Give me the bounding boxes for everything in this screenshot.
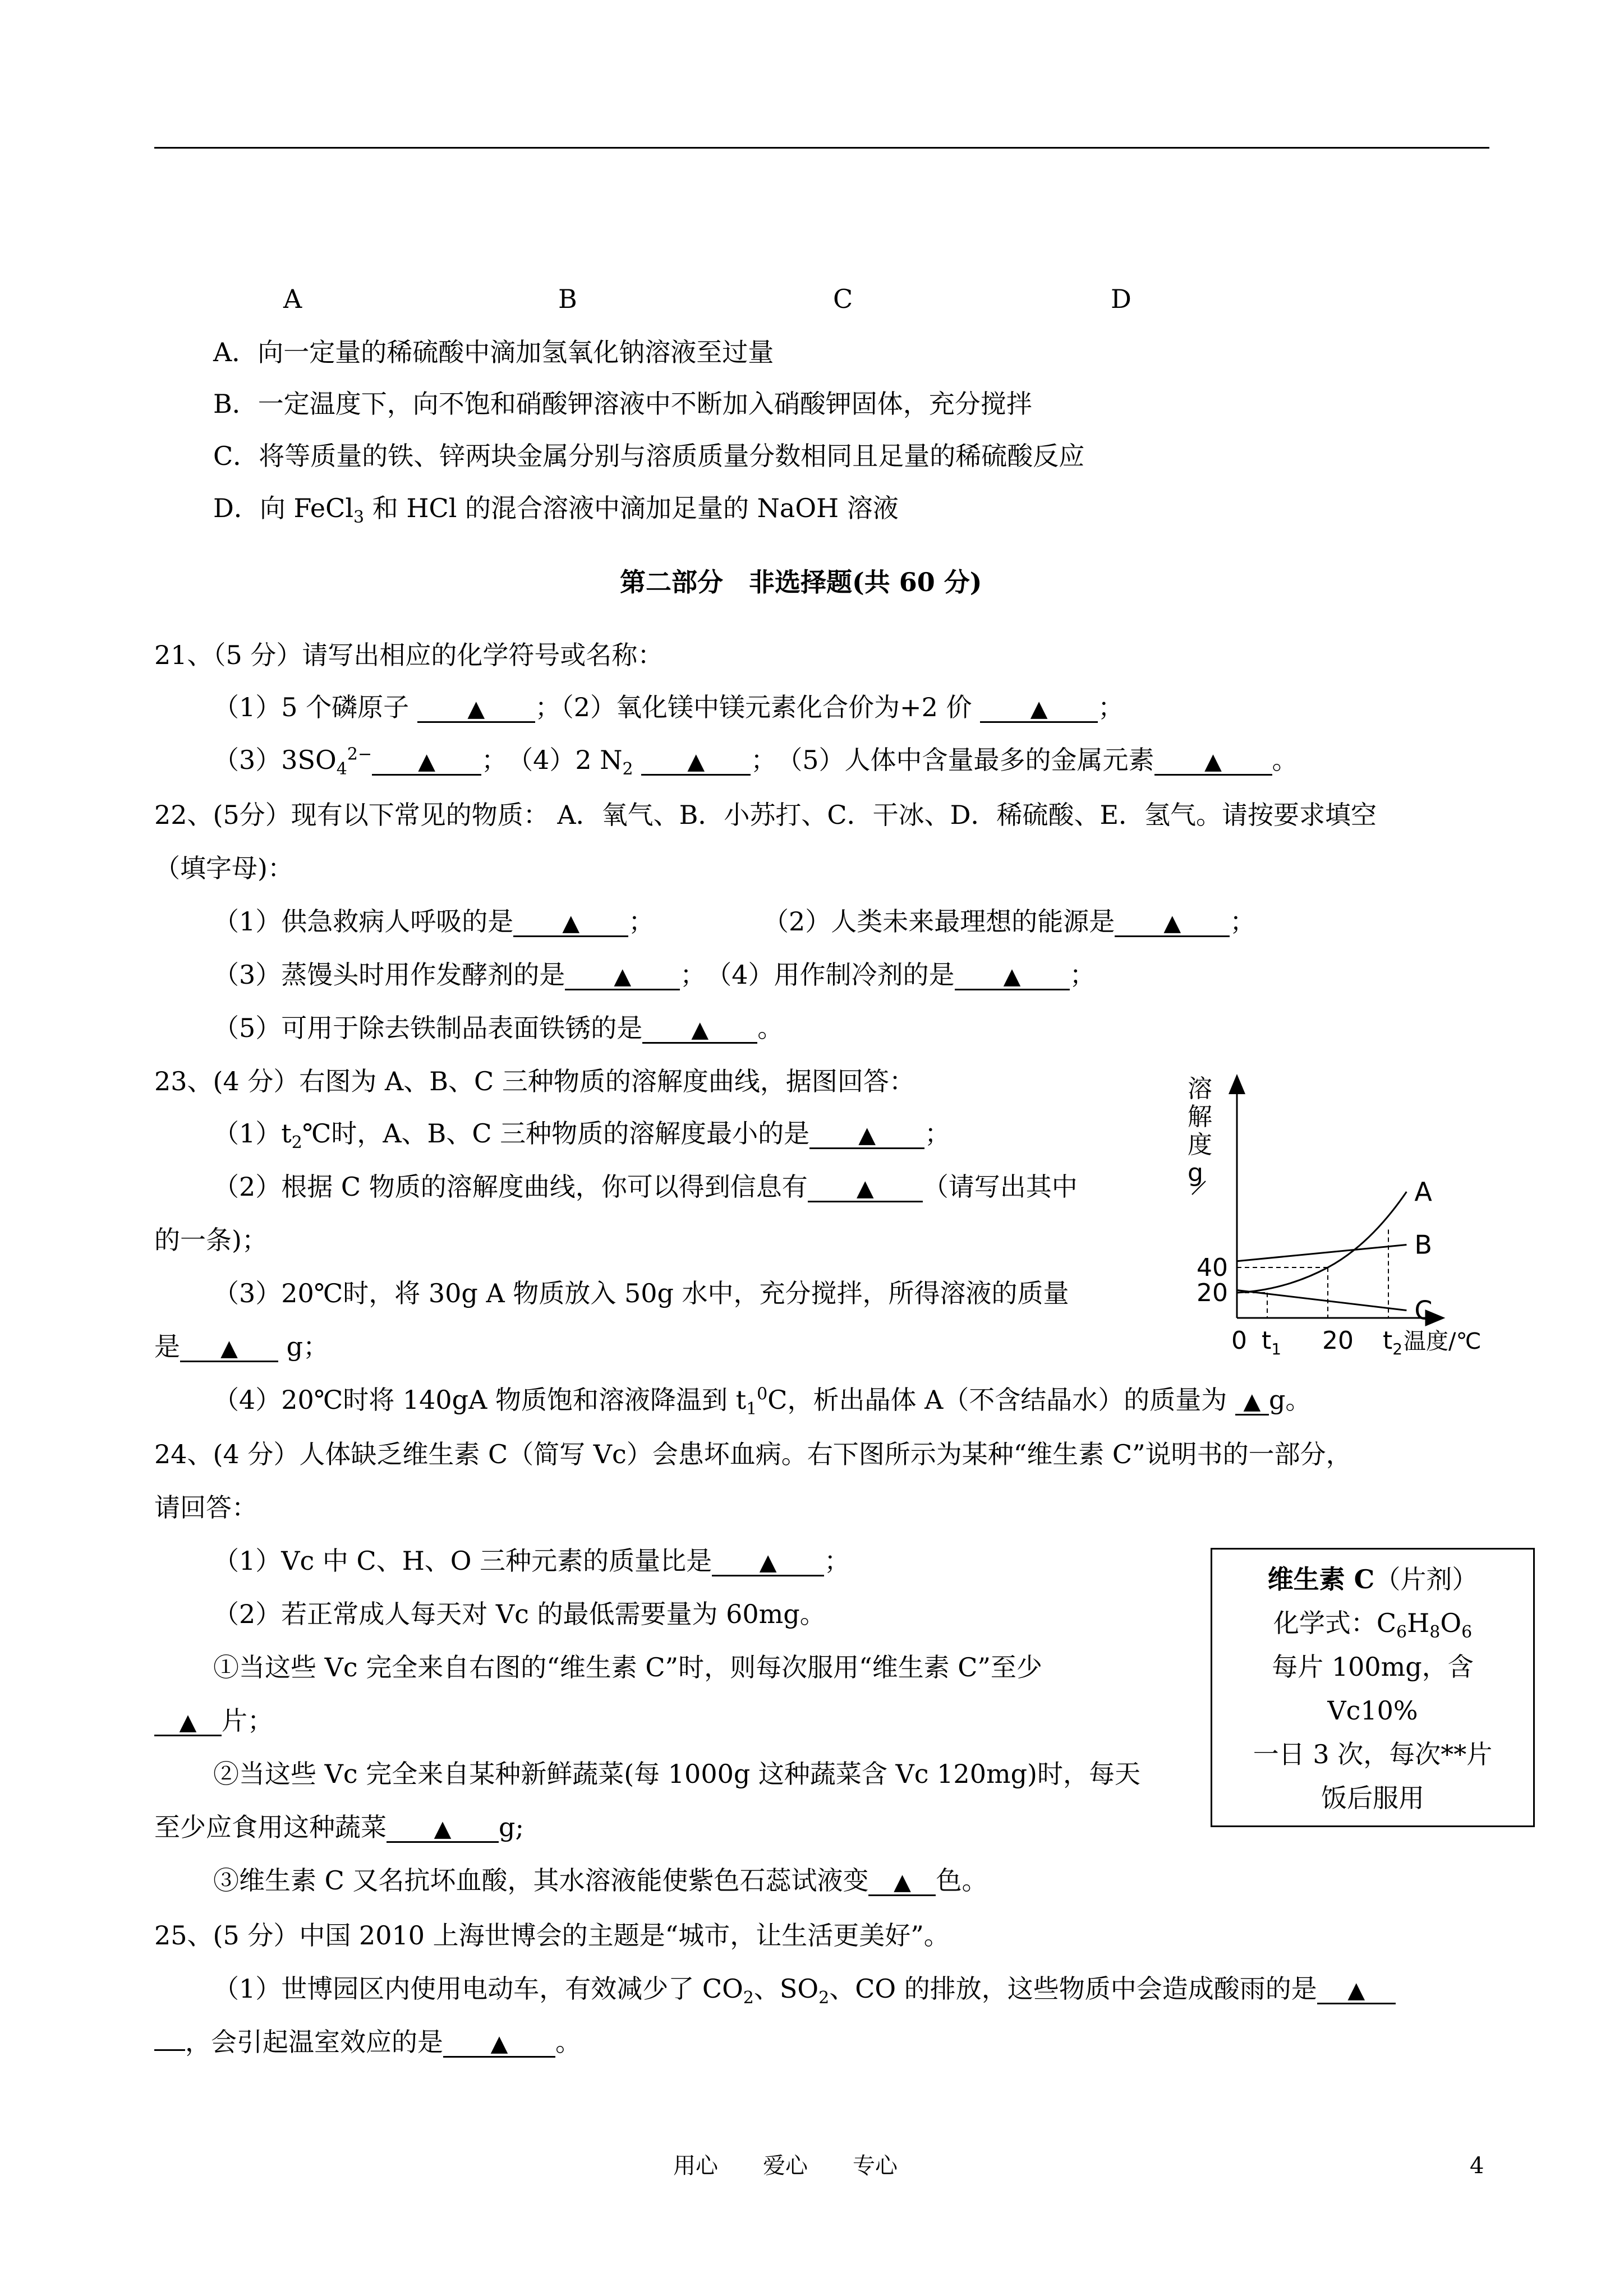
q23-line1: $(1)t_2℃$时，A、B、C 三种物质的溶解度最小的是 ▲ ； — [213, 1118, 951, 1153]
series-b-curve — [1237, 1245, 1406, 1261]
q21-stem: 21、（5 分）请写出相应的化学符号或名称： — [154, 640, 664, 670]
answer-blank: ▲ — [808, 1174, 923, 1202]
vc-box-formula: 化学式：$C_6H_8O_6$ — [1273, 1608, 1473, 1643]
q22-line1a: （1）供急救病人呼吸的是 ▲ ； — [213, 906, 655, 937]
x-axis-label: 温度/℃ — [1404, 1329, 1482, 1354]
q22-stem: 22、(5分）现有以下常见的物质： A．氧气、B．小苏打、C．干冰、D．稀硫酸、E．氢气。请按要求填空 — [154, 800, 1377, 830]
x-tick-label: 20 — [1322, 1326, 1354, 1355]
x-tick-label: $t_2$ — [1383, 1326, 1403, 1358]
q20-option-d: D．向 FeCl$_3$ 和 HCl 的混合溶液中滴加足量的 NaOH 溶液 — [213, 493, 899, 528]
q21-line2: $(3)3SO_4^{2-}$ ▲ ； （4）2 $N_2$ ▲ ； （5）人体中含量最多的金属元素 ▲ 。 — [213, 744, 1298, 780]
chart-series — [1237, 1192, 1406, 1311]
q25-line1: （1）世博园区内使用电动车，有效减少了 $CO_2$、$SO_2$、CO 的排放，这些物质中会造成酸雨的是 ▲ — [213, 1976, 1396, 2004]
answer-blank: ▲ — [372, 747, 481, 776]
header-rule — [154, 147, 1489, 149]
vc-box-line4: Vc10% — [1327, 1695, 1418, 1726]
answer-blank: ▲ — [565, 962, 680, 990]
option-label-c: C — [833, 284, 853, 314]
footer-motto: 用心 爱心 专心 — [673, 2153, 898, 2179]
q24-stem: 24、(4 分）人体缺乏维生素 C（简写 Vc）会患坏血病。右下图所示为某种“维生素 C”说明书的一部分， — [154, 1439, 1352, 1469]
answer-blank: ▲ — [443, 2029, 555, 2058]
answer-blank: ▲ — [1235, 1387, 1269, 1416]
y-tick-label: 20 — [1197, 1279, 1228, 1307]
x-tick-label: $t_1$ — [1262, 1326, 1282, 1358]
y-axis-label-char: 溶 — [1188, 1075, 1212, 1103]
y-axis-label-char: 解 — [1188, 1103, 1212, 1131]
q22-line2: （3）蒸馒头时用作发酵剂的是 ▲ ； （4）用作制冷剂的是 ▲ ； — [213, 960, 1096, 990]
series-b-label: B — [1414, 1229, 1432, 1260]
answer-blank: ▲ — [154, 1708, 222, 1736]
q23-stem: 23、(4 分）右图为 A、B、C 三种物质的溶解度曲线，据图回答： — [154, 1066, 915, 1096]
answer-blank-cont — [154, 2048, 185, 2051]
y-axis-label-char: g — [1188, 1159, 1203, 1187]
q24-stem-cont: 请回答： — [154, 1492, 257, 1523]
answer-blank: ▲ — [1317, 1976, 1396, 2004]
section-title: 第二部分 非选择题(共 60 分) — [620, 567, 982, 597]
answer-blank: ▲ — [980, 694, 1098, 723]
page-number: 4 — [1470, 2153, 1484, 2179]
vitamin-c-label-box — [1211, 1548, 1535, 1827]
q21-line1: （1）5 个磷原子 ▲ ；（2）氧化镁中镁元素化合价为+2 价 ▲ ； — [213, 692, 1124, 722]
option-label-d: D — [1111, 284, 1131, 314]
q22-line1b: （2）人类未来最理想的能源是 ▲ ； — [763, 906, 1256, 937]
q23-line2: （2）根据 C 物质的溶解度曲线，你可以得到信息有 ▲ （请写出其中 — [213, 1172, 1078, 1202]
answer-blank: ▲ — [955, 962, 1070, 990]
chart-axes — [1237, 1082, 1437, 1318]
answer-blank: ▲ — [1115, 909, 1230, 937]
y-tick-label: 40 — [1197, 1253, 1228, 1282]
answer-blank: ▲ — [513, 909, 628, 937]
option-label-a: A — [283, 284, 302, 314]
answer-blank: ▲ — [809, 1121, 924, 1149]
chart-labels — [1188, 1075, 1481, 1358]
series-c-curve — [1237, 1290, 1406, 1311]
answer-blank: ▲ — [1154, 747, 1272, 776]
q23-line4: （4）20℃时将 140gA 物质饱和溶液降温到 $t_1^0C$，析出晶体 A（不含结晶水）的质量为 ▲ g。 — [213, 1384, 1312, 1419]
answer-blank: ▲ — [180, 1334, 278, 1362]
q22-line3: （5）可用于除去铁制品表面铁锈的是 ▲ 。 — [213, 1013, 784, 1043]
option-label-b: B — [558, 284, 577, 314]
y-axis-label-char: 度 — [1188, 1131, 1212, 1159]
solubility-chart — [1186, 1071, 1501, 1363]
q24-line2: （2）若正常成人每天对 Vc 的最低需要量为 60mg。 — [213, 1599, 826, 1629]
q20-option-c: C．将等质量的铁、锌两块金属分别与溶质质量分数相同且足量的稀硫酸反应 — [213, 441, 1085, 471]
q20-option-a: A．向一定量的稀硫酸中滴加氢氧化钠溶液至过量 — [213, 337, 774, 367]
answer-blank: ▲ — [868, 1868, 936, 1896]
q24-line3: ①当这些 Vc 完全来自右图的“维生素 C”时，则每次服用“维生素 C”至少 — [213, 1652, 1042, 1682]
answer-blank: ▲ — [641, 747, 751, 776]
x-tick-label: 0 — [1231, 1326, 1247, 1355]
q22-stem-cont: （填字母)： — [154, 853, 293, 883]
q23-line3-cont: 是 ▲ g； — [154, 1331, 329, 1362]
answer-blank: ▲ — [387, 1814, 499, 1843]
q25-line2: ，会引起温室效应的是 ▲ 。 — [154, 2029, 581, 2058]
q23-line3: （3）20℃时，将 30g A 物质放入 50g 水中，充分搅拌，所得溶液的质量 — [213, 1278, 1069, 1308]
series-a-label: A — [1414, 1177, 1432, 1207]
vc-box-title: 维生素 C（片剂） — [1267, 1564, 1478, 1594]
vc-box-line6: 饭后服用 — [1321, 1783, 1424, 1813]
answer-blank: ▲ — [712, 1548, 824, 1576]
series-a-curve — [1237, 1192, 1406, 1293]
q24-line1: （1）Vc 中 C、H、O 三种元素的质量比是 ▲ ； — [213, 1546, 850, 1576]
q24-line6: 至少应食用这种蔬菜 ▲ g; — [154, 1812, 524, 1842]
series-c-label: C — [1414, 1295, 1433, 1326]
answer-blank: ▲ — [417, 694, 535, 723]
q20-option-b: B．一定温度下，向不饱和硝酸钾溶液中不断加入硝酸钾固体，充分搅拌 — [213, 389, 1032, 419]
q25-stem: 25、(5 分）中国 2010 上海世博会的主题是“城市，让生活更美好”。 — [154, 1920, 950, 1951]
q24-line7: ③维生素 C 又名抗坏血酸，其水溶液能使紫色石蕊试液变 ▲ 色。 — [213, 1865, 988, 1896]
vc-box-line3: 每片 100mg，含 — [1272, 1652, 1474, 1682]
q24-line5: ②当这些 Vc 完全来自某种新鲜蔬菜(每 1000g 这种蔬菜含 Vc 120mg)时，每天 — [213, 1759, 1140, 1789]
q24-line4: ▲ 片； — [154, 1708, 273, 1736]
q23-line2-cont: 的一条)； — [154, 1225, 268, 1255]
answer-blank: ▲ — [642, 1015, 757, 1044]
vc-box-line5: 一日 3 次，每次**片 — [1253, 1739, 1493, 1769]
